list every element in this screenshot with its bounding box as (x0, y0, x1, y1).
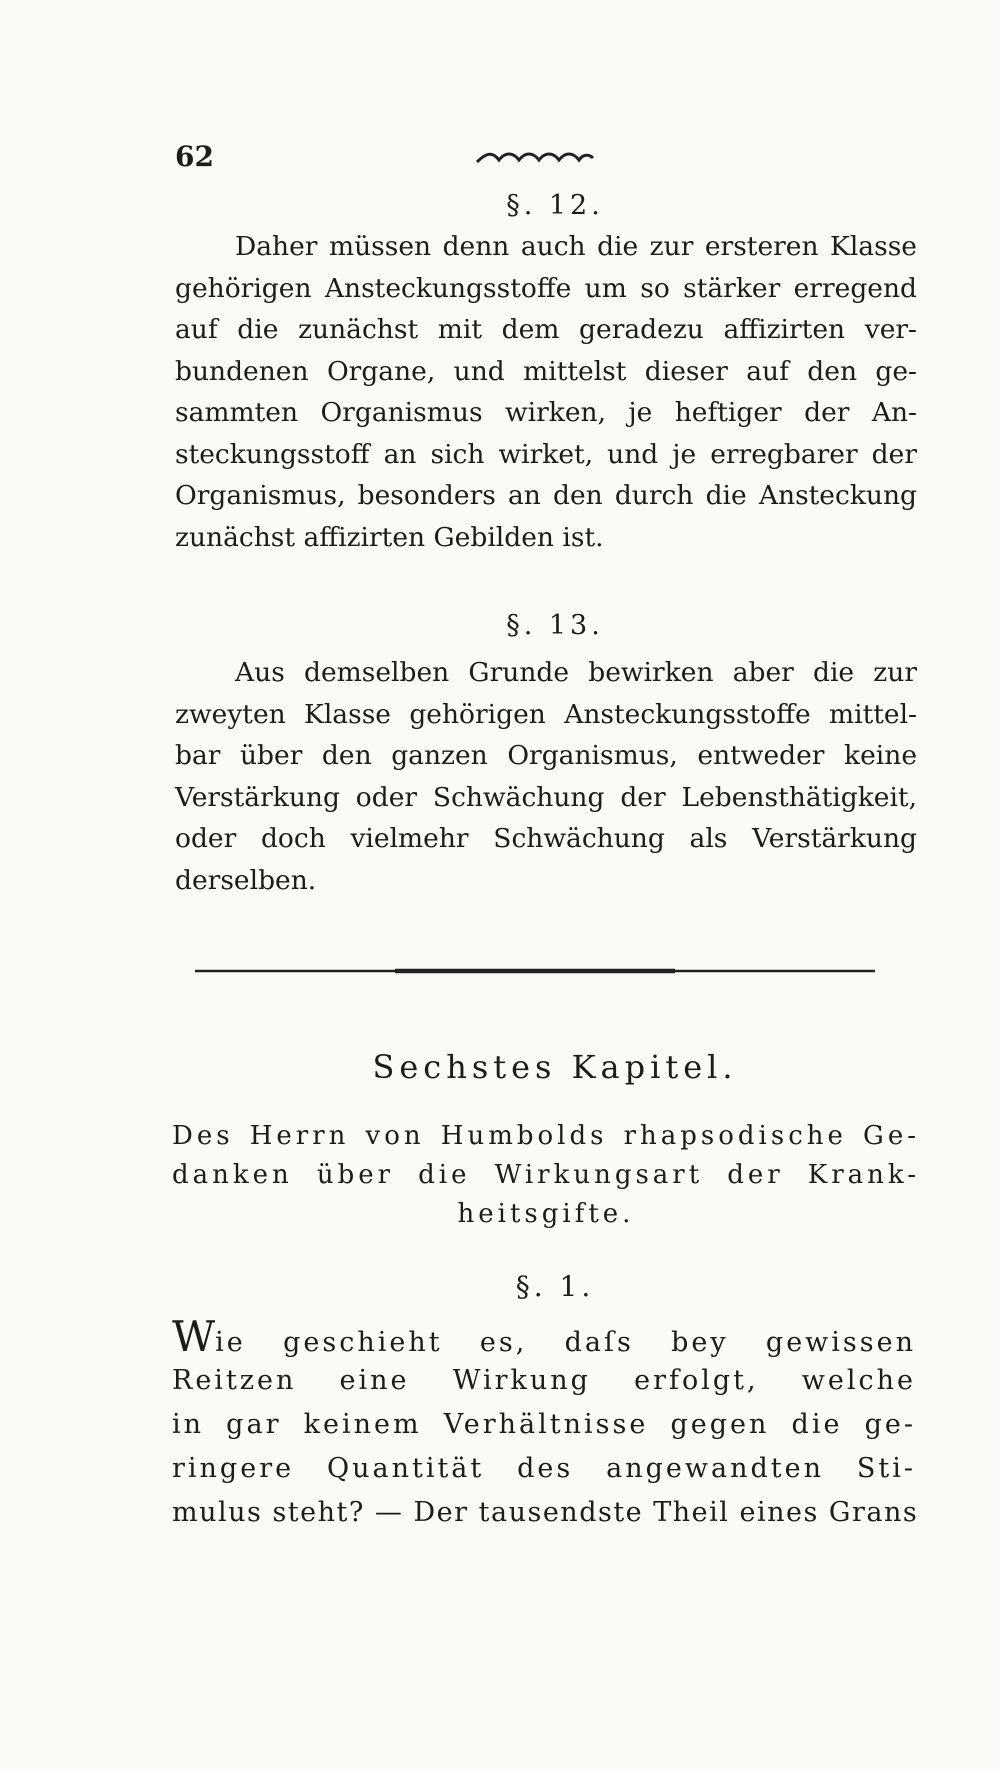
text-line: Aus demselben Grunde bewirken aber die zur (235, 657, 917, 688)
text-line: mulus steht? — Der tausendste Theil eines Grans (172, 1497, 919, 1528)
chapter-paragraph (172, 1312, 919, 1535)
chapter-title: Sechstes Kapitel. (372, 1048, 738, 1086)
text-line: zunächst affizirten Gebilden ist. (175, 521, 604, 553)
subtitle-line: heitsgifte. (457, 1199, 635, 1229)
text-line: auf die zunächst mit dem geradezu affizirten ver- (175, 314, 917, 345)
text-line: bar über den ganzen Organismus, entweder keine (175, 740, 917, 771)
chapter-divider-rule (195, 966, 875, 976)
text-line: Reitzen eine Wirkung erfolgt, welche (172, 1365, 916, 1396)
paragraph-12 (175, 226, 917, 558)
text-line: oder doch vielmehr Schwächung als Verstärkung (175, 823, 917, 854)
text-line: Organismus, besonders an den durch die Ansteckung (175, 480, 917, 511)
first-line-text: ie geschieht es, daſs bey gewissen (215, 1327, 916, 1358)
text-line: zweyten Klasse gehörigen Ansteckungsstoffe mittel- (175, 698, 917, 730)
section-heading-1: §. 1. (515, 1270, 595, 1303)
section-heading-13: §. 13. (506, 610, 604, 641)
text-line: Daher müssen denn auch die zur ersteren Klasse (235, 231, 917, 262)
page-number: 62 (175, 140, 214, 173)
text-line: ringere Quantität des angewandten Sti- (172, 1453, 916, 1484)
subtitle-line: Des Herrn von Humbolds rhapsodische Ge- (172, 1121, 920, 1151)
ornament-icon (475, 148, 595, 172)
drop-cap: W (172, 1312, 216, 1361)
page-header (175, 140, 935, 180)
text-line: in gar keinem Verhältnisse gegen die ge- (172, 1409, 916, 1440)
chapter-subtitle (172, 1117, 920, 1234)
text-line (172, 1312, 916, 1361)
text-line: gehörigen Ansteckungsstoffe um so stärker erregend (175, 272, 917, 304)
subtitle-line: danken über die Wirkungsart der Krank- (172, 1160, 920, 1190)
paragraph-13 (175, 652, 917, 901)
section-heading-12: §. 12. (506, 190, 604, 221)
text-line: bundenen Organe, und mittelst dieser auf den ge- (175, 355, 917, 387)
text-line: derselben. (175, 864, 317, 896)
text-line: steckungsstoff an sich wirket, und je erregbarer der (175, 438, 917, 470)
text-line: sammten Organismus wirken, je heftiger der An- (175, 397, 917, 428)
text-line: Verstärkung oder Schwächung der Lebensthätigkeit, (175, 781, 917, 813)
